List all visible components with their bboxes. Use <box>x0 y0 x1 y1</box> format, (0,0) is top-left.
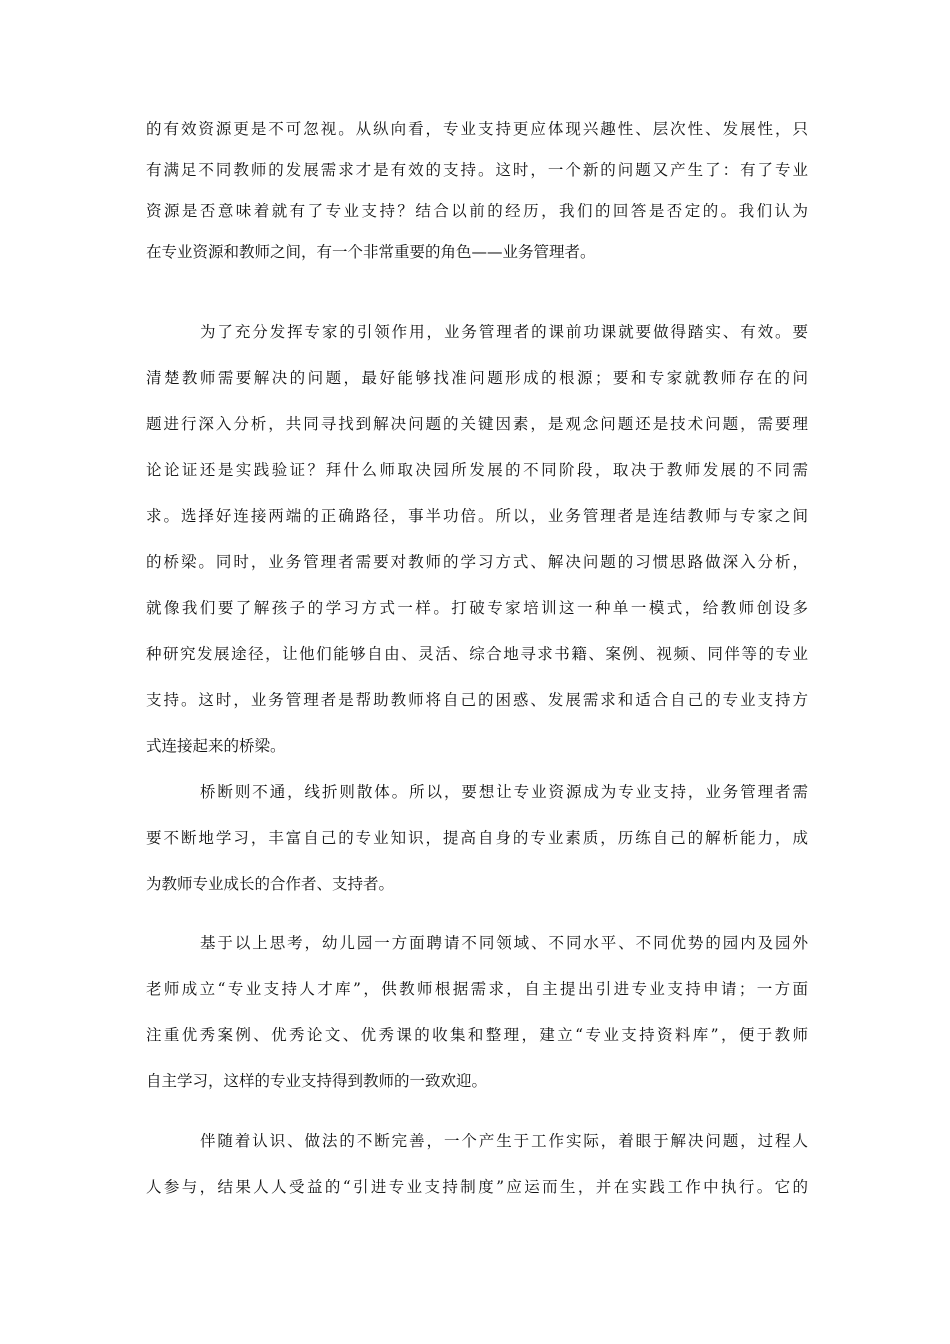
paragraph-line: 为了充分发挥专家的引领作用，业务管理者的课前功课就要做得踏实、有效。要 <box>200 323 808 341</box>
paragraph-line: 有满足不同教师的发展需求才是有效的支持。这时，一个新的问题又产生了：有了专业 <box>146 161 808 179</box>
paragraph-line: 式连接起来的桥梁。 <box>146 737 286 755</box>
paragraph-line: 老师成立“专业支持人才库”，供教师根据需求，自主提出引进专业支持申请；一方面 <box>146 980 808 998</box>
paragraph-line: 在专业资源和教师之间，有一个非常重要的角色——业务管理者。 <box>146 243 596 261</box>
paragraph-line: 种研究发展途径，让他们能够自由、灵活、综合地寻求书籍、案例、视频、同伴等的专业 <box>146 645 808 663</box>
paragraph-line: 注重优秀案例、优秀论文、优秀课的收集和整理，建立“专业支持资料库”，便于教师 <box>146 1026 808 1044</box>
paragraph-line: 题进行深入分析，共同寻找到解决问题的关键因素，是观念问题还是技术问题，需要理 <box>146 415 808 433</box>
paragraph-line: 支持。这时，业务管理者是帮助教师将自己的困惑、发展需求和适合自己的专业支持方 <box>146 691 808 709</box>
paragraph-line: 的有效资源更是不可忽视。从纵向看，专业支持更应体现兴趣性、层次性、发展性，只 <box>146 120 808 138</box>
paragraph-line: 的桥梁。同时，业务管理者需要对教师的学习方式、解决问题的习惯思路做深入分析， <box>146 553 808 571</box>
paragraph-line: 伴随着认识、做法的不断完善，一个产生于工作实际，着眼于解决问题，过程人 <box>200 1132 808 1150</box>
paragraph-line: 求。选择好连接两端的正确路径，事半功倍。所以，业务管理者是连结教师与专家之间 <box>146 507 808 525</box>
paragraph-line: 自主学习，这样的专业支持得到教师的一致欢迎。 <box>146 1072 488 1090</box>
paragraph-line: 就像我们要了解孩子的学习方式一样。打破专家培训这一种单一模式，给教师创设多 <box>146 599 808 617</box>
paragraph-line: 人参与，结果人人受益的“引进专业支持制度”应运而生，并在实践工作中执行。它的 <box>146 1178 808 1196</box>
paragraph-line: 要不断地学习，丰富自己的专业知识，提高自身的专业素质，历练自己的解析能力，成 <box>146 829 808 847</box>
paragraph-line: 为教师专业成长的合作者、支持者。 <box>146 875 395 893</box>
paragraph-line: 论论证还是实践验证？拜什么师取决园所发展的不同阶段，取决于教师发展的不同需 <box>146 461 808 479</box>
paragraph-line: 资源是否意味着就有了专业支持？结合以前的经历，我们的回答是否定的。我们认为 <box>146 202 808 220</box>
paragraph-line: 基于以上思考，幼儿园一方面聘请不同领域、不同水平、不同优势的园内及园外 <box>200 934 808 952</box>
paragraph-line: 桥断则不通，线折则散体。所以，要想让专业资源成为专业支持，业务管理者需 <box>200 783 808 801</box>
paragraph-line: 清楚教师需要解决的问题，最好能够找准问题形成的根源；要和专家就教师存在的问 <box>146 369 808 387</box>
